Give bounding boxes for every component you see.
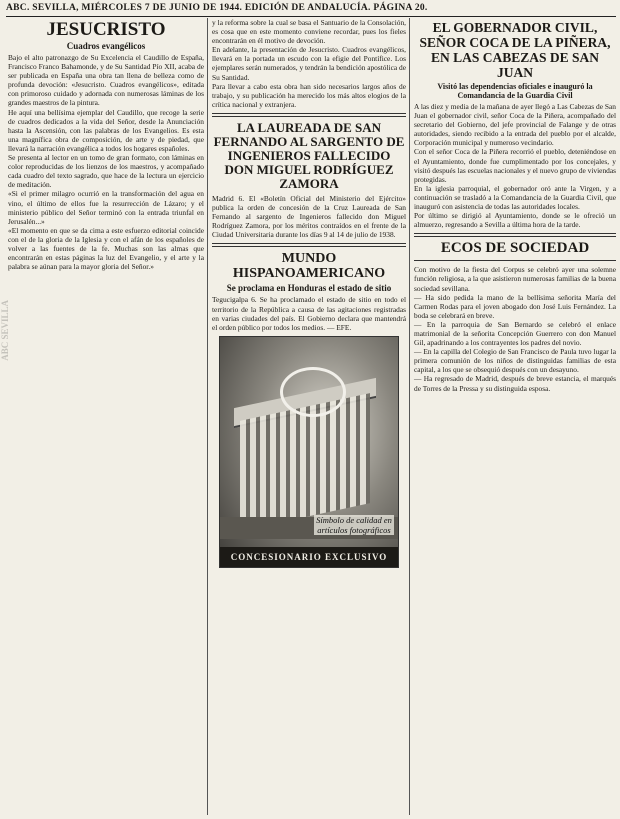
- article-subtitle: Se proclama en Honduras el estado de sitio: [226, 283, 392, 294]
- advertisement-photo: [219, 336, 399, 568]
- paragraph: Madrid 6. El «Boletín Oficial del Ministerio del Ejército» publica la orden de concesión de la Cruz Laureada de San Fernando al sargento de Ingenieros fallecido don Miguel Rodríguez Zamora, por los méritos contraídos en el frente de la Ciudad Universitaria durante los días 9 al 14 de julio de 1938.: [212, 193, 408, 240]
- paragraph: — En la capilla del Colegio de San Francisco de Paula tuvo lugar la primera comunión de los niños de distinguidas familias de esta capital, a los que se obsequió después con un desayuno.: [414, 347, 618, 375]
- paragraph: «Si el primer milagro ocurrió en la transformación del agua en vino, el último de ellos fue la resurrección de Lázaro; y el ministerio público del Señor terminó con la entrada triunfal en Jerusalén...»: [8, 189, 206, 226]
- advertisement-caption: Símbolo de calidad en artículos fotográficos: [314, 515, 394, 535]
- article-subtitle: Cuadros evangélicos: [66, 41, 146, 51]
- paragraph: — Ha sido pedida la mano de la bellísima señorita María del Carmen Rodas para el joven abogado don José Luis Fernández. La boda se celebrará en breve.: [414, 292, 618, 320]
- article-title-laureada: LA LAUREADA DE SAN FERNANDO AL SARGENTO DE INGENIEROS FALLECIDO DON MIGUEL RODRÍGUEZ ZAMORA: [213, 119, 405, 191]
- paragraph: Con el señor Coca de la Piñera recorrió el pueblo, deteniéndose en el Ayuntamiento, donde fue cumplimentado por los concejales, y visitó después las escuelas nacionales y el nuevo grupo de viviendas protegidas.: [414, 147, 618, 184]
- paragraph: En la iglesia parroquial, el gobernador oró ante la Virgen, y a continuación se trasladó a la Comandancia de la Guardia Civil, que inauguró con asistencia de todas las autoridades locales.: [414, 183, 618, 212]
- advertisement-banner: CONCESIONARIO EXCLUSIVO: [220, 547, 398, 567]
- article-subtitle: Visitó las dependencias oficiales e inauguró la Comandancia de la Guardia Civil: [437, 82, 593, 100]
- section-title-ecos-de-sociedad: ECOS DE SOCIEDAD: [440, 240, 590, 257]
- paragraph: Se presenta al lector en un tomo de gran formato, con láminas en color reproducidas de los lienzos de los maestros, y acompañado cada cuadro del texto sagrado, que hace de la lectura un ejercicio de meditación.: [8, 153, 206, 190]
- paragraph: He aquí una bellísima ejemplar del Caudillo, que recoge la serie de cuadros dedicados a la vida del Señor, desde la Anunciación hasta la Ascensión, con las palabras de los Evangelios. Es esta una magnífica obra de composición, de arte y de piedad, que llevará la narración evangélica a todos los hogares españoles.: [8, 107, 206, 153]
- article-title-gobernador: EL GOBERNADOR CIVIL, SEÑOR COCA DE LA PIÑERA, EN LAS CABEZAS DE SAN JUAN: [419, 20, 611, 80]
- page-header: ABC. SEVILLA, MIÉRCOLES 7 DE JUNIO DE 1944. EDICIÓN DE ANDALUCÍA. PÁGINA 20.: [6, 3, 616, 17]
- paragraph: y la reforma sobre la cual se basa el Santuario de la Consolación, es cosa que en este momento conviene recordar, pues los fieles encontrarán en él motivo de devoción.: [212, 18, 408, 46]
- paragraph: A las diez y media de la mañana de ayer llegó a Las Cabezas de San Juan el gobernador civil, señor Coca de la Piñera, acompañado del secretario del Gobierno, del jefe provincial de Falange y de otras autoridades, siendo recibido a la entrada del pueblo por el alcalde, Corporación municipal y numeroso vecindario.: [414, 102, 618, 148]
- paragraph: Por último se dirigió al Ayuntamiento, donde se le ofreció un almuerzo, regresando a Sevilla a última hora de la tarde.: [414, 211, 618, 230]
- paragraph: «El momento en que se da cima a este esfuerzo editorial coincide con el de la gloria de la Iglesia y con el afán de los españoles de volver a las fuentes de la fe. Muchas son las almas que encontrarán en estas páginas la luz del Evangelio, y el arte y la palabra se aúnan para la mayor gloria del Señor.»: [8, 225, 206, 272]
- paragraph: Con motivo de la fiesta del Corpus se celebró ayer una solemne función religiosa, a la que asistieron numerosas familias de la buena sociedad sevillana.: [414, 265, 618, 293]
- watermark: ABC SEVILLA: [0, 300, 10, 361]
- paragraph: — Ha regresado de Madrid, después de breve estancia, el marqués de Torres de la Pressa y su distinguida esposa.: [414, 374, 618, 393]
- divider: [212, 113, 406, 117]
- paragraph: Tegucigalpa 6. Se ha proclamado el estado de sitio en todo el territorio de la República a causa de las agitaciones registradas en varias ciudades del país. El Gobierno declara que mantendrá el orden público por todos los medios. — EFE.: [212, 295, 408, 332]
- column-rule: [409, 18, 410, 815]
- column-3: [414, 18, 616, 815]
- divider: [414, 260, 616, 261]
- paragraph: Para llevar a cabo esta obra han sido necesarios largos años de trabajo, y su publicación ha merecido los más altos elogios de la crítica nacional y extranjera.: [212, 81, 408, 109]
- column-1: [8, 18, 204, 815]
- brand-logo: [280, 367, 346, 417]
- article-title-mundo-hispanoamericano: MUNDO HISPANOAMERICANO: [232, 251, 386, 282]
- paragraph: En adelante, la presentación de Jesucristo. Cuadros evangélicos, llevará en la portada un escudo con la efigie del Pontífice. Los ejemplares serán numerados, y tendrán la bendición apostólica de Su Santidad.: [212, 45, 408, 82]
- paragraph: Bajo el alto patronazgo de Su Excelencia el Caudillo de España, Francisco Franco Bahamonde, y de Su Santidad Pío XII, acaba de ser publicada en España una obra tan llena de belleza como de profunda devoción: «Jesucristo. Cuadros evangélicos», editada con primoroso cuidado y adornada con numerosas láminas de los grandes maestros de la pintura.: [8, 53, 206, 108]
- paragraph: — En la parroquia de San Bernardo se celebró el enlace matrimonial de la señorita Concepción Guerrero con don Manuel Gil, apadrinando a los contrayentes los padres del novio.: [414, 319, 618, 348]
- divider: [414, 233, 616, 237]
- article-title-jesucristo: JESUCRISTO: [46, 19, 166, 40]
- column-2: [212, 18, 406, 815]
- divider: [212, 243, 406, 247]
- column-rule: [207, 18, 208, 815]
